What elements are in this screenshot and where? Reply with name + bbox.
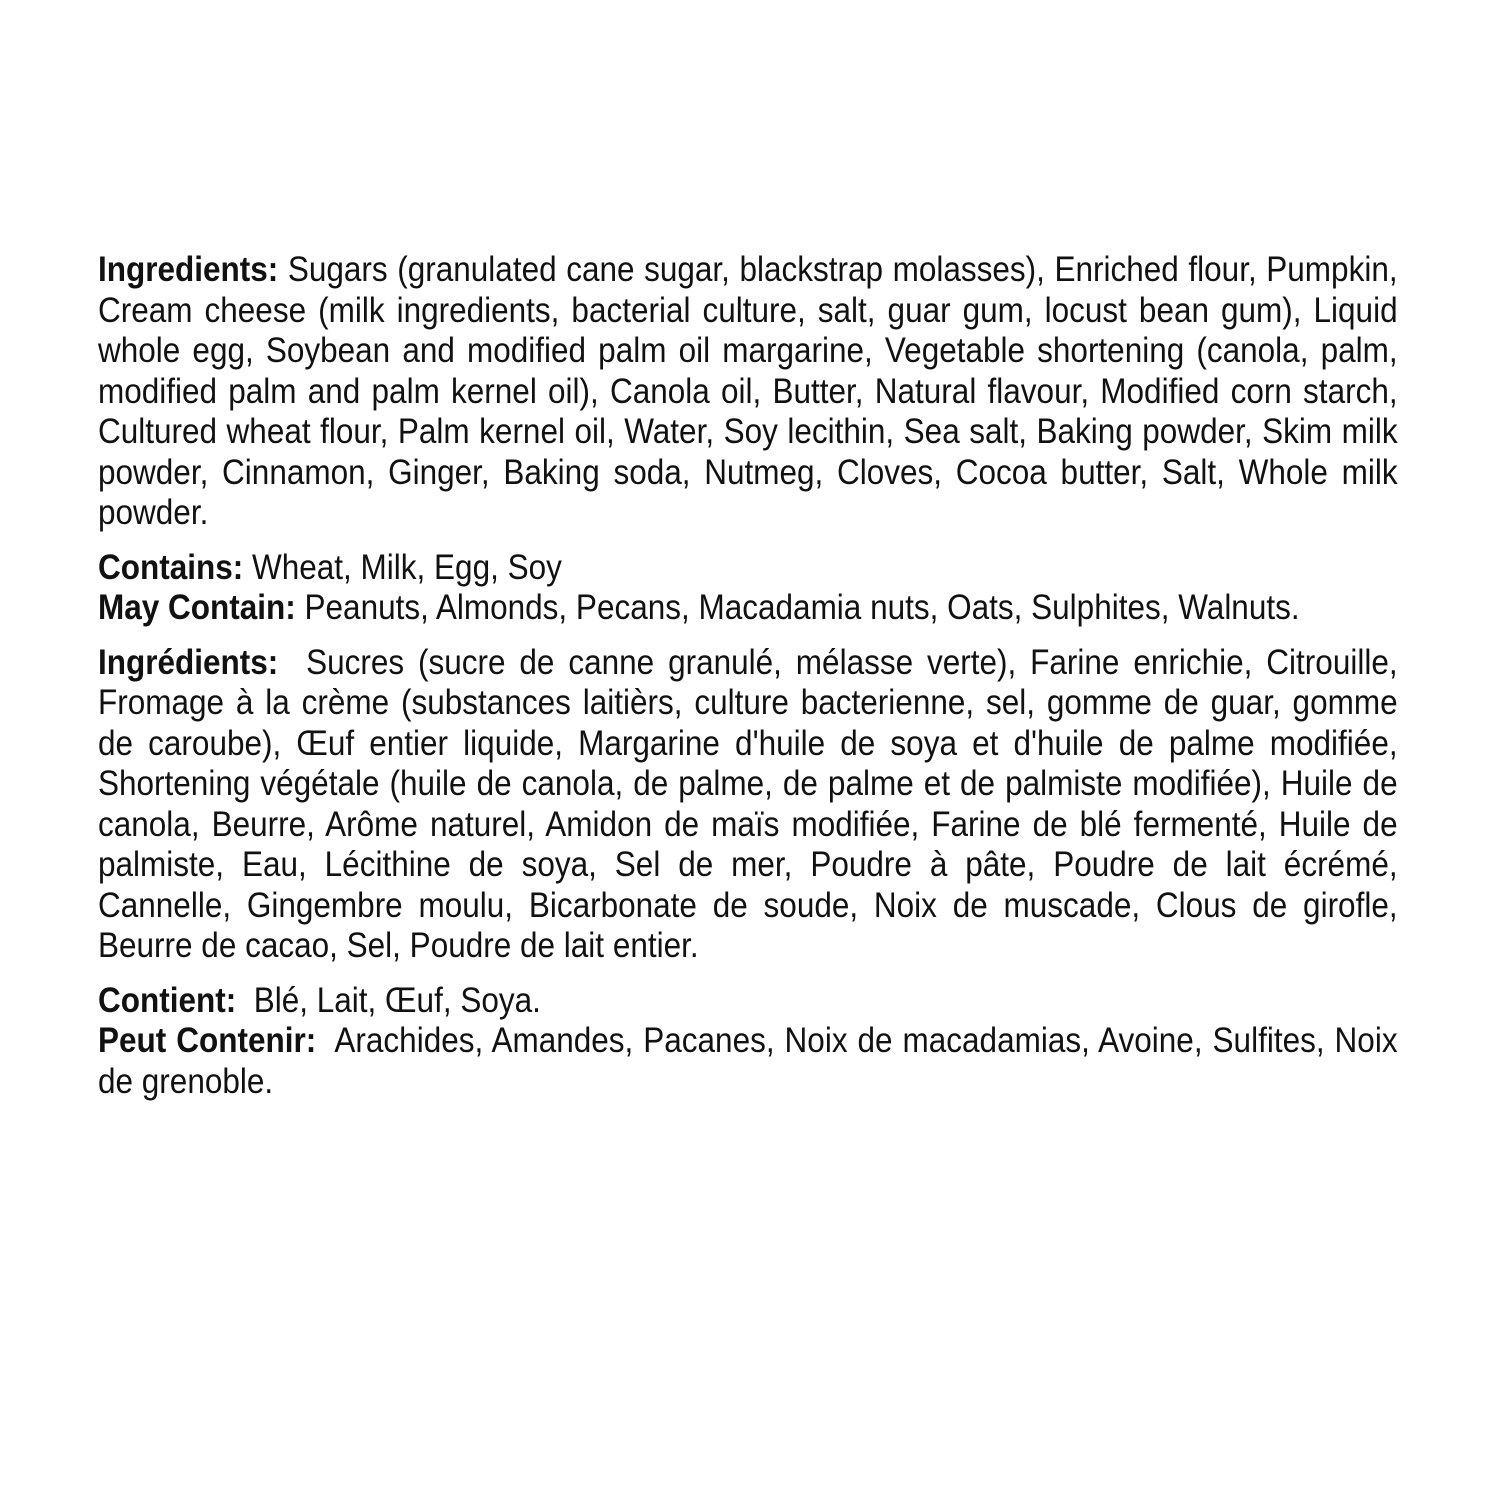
french-contains-text: Blé, Lait, Œuf, Soya.: [253, 980, 541, 1020]
spacer: [98, 629, 1398, 643]
spacer: [98, 967, 1398, 981]
english-contains-line: [98, 548, 1398, 589]
french-ingredients-label: Ingrédients:: [98, 642, 279, 682]
english-ingredients-label: Ingredients:: [98, 250, 279, 289]
french-contains-line: [98, 981, 1398, 1022]
english-contains-text: Wheat, Milk, Egg, Soy: [252, 547, 562, 587]
french-contains-label: Contient:: [98, 980, 237, 1020]
english-may-contain-line: [98, 588, 1398, 629]
french-may-contain-text: Arachides, Amandes, Pacanes, Noix de macadamias, Avoine, Sulfites, Noix de grenoble.: [98, 1021, 1398, 1101]
english-ingredients-paragraph: [98, 250, 1398, 534]
ingredient-label-panel: [98, 250, 1398, 1102]
english-ingredients-text: Sugars (granulated cane sugar, blackstrap molasses), Enriched flour, Pumpkin, Cream cheese (milk ingredients, bacterial culture, salt, guar gum, locust bean gum), Liquid whole egg, Soybean and modified palm oil margarine, Vegetable shortening (canola, palm, modified palm and palm kernel oil), Canola oil, Butter, Natural flavour, Modified corn starch, Cultured wheat flour, Palm kernel oil, Water, Soy lecithin, Sea salt, Baking powder, Skim milk powder, Cinnamon, Ginger, Baking soda, Nutmeg, Cloves, Cocoa butter, Salt, Whole milk powder.: [98, 250, 1398, 532]
french-may-contain-line: [98, 1021, 1398, 1102]
english-may-contain-text: Peanuts, Almonds, Pecans, Macadamia nuts, Oats, Sulphites, Walnuts.: [304, 588, 1300, 627]
french-ingredients-text: Sucres (sucre de canne granulé, mélasse verte), Farine enrichie, Citrouille, Fromage à la crème (substances laitièrs, culture bacterienne, sel, gomme de guar, gomme de caroube), Œuf entier liquide, Margarine d'huile de soya et d'huile de palme modifiée, Shortening végétale (huile de canola, de palme, de palme et de palmiste modifiée), Huile de canola, Beurre, Arôme naturel, Amidon de maïs modifiée, Farine de blé fermenté, Huile de palmiste, Eau, Lécithine de soya, Sel de mer, Poudre à pâte, Poudre de lait écrémé, Cannelle, Gingembre moulu, Bicarbonate de soude, Noix de muscade, Clous de girofle, Beurre de cacao, Sel, Poudre de lait entier.: [98, 642, 1398, 965]
english-contains-label: Contains:: [98, 547, 244, 587]
french-ingredients-paragraph: [98, 643, 1398, 967]
french-may-contain-label: Peut Contenir:: [98, 1021, 317, 1060]
spacer: [98, 534, 1398, 548]
english-may-contain-label: May Contain:: [98, 588, 296, 627]
